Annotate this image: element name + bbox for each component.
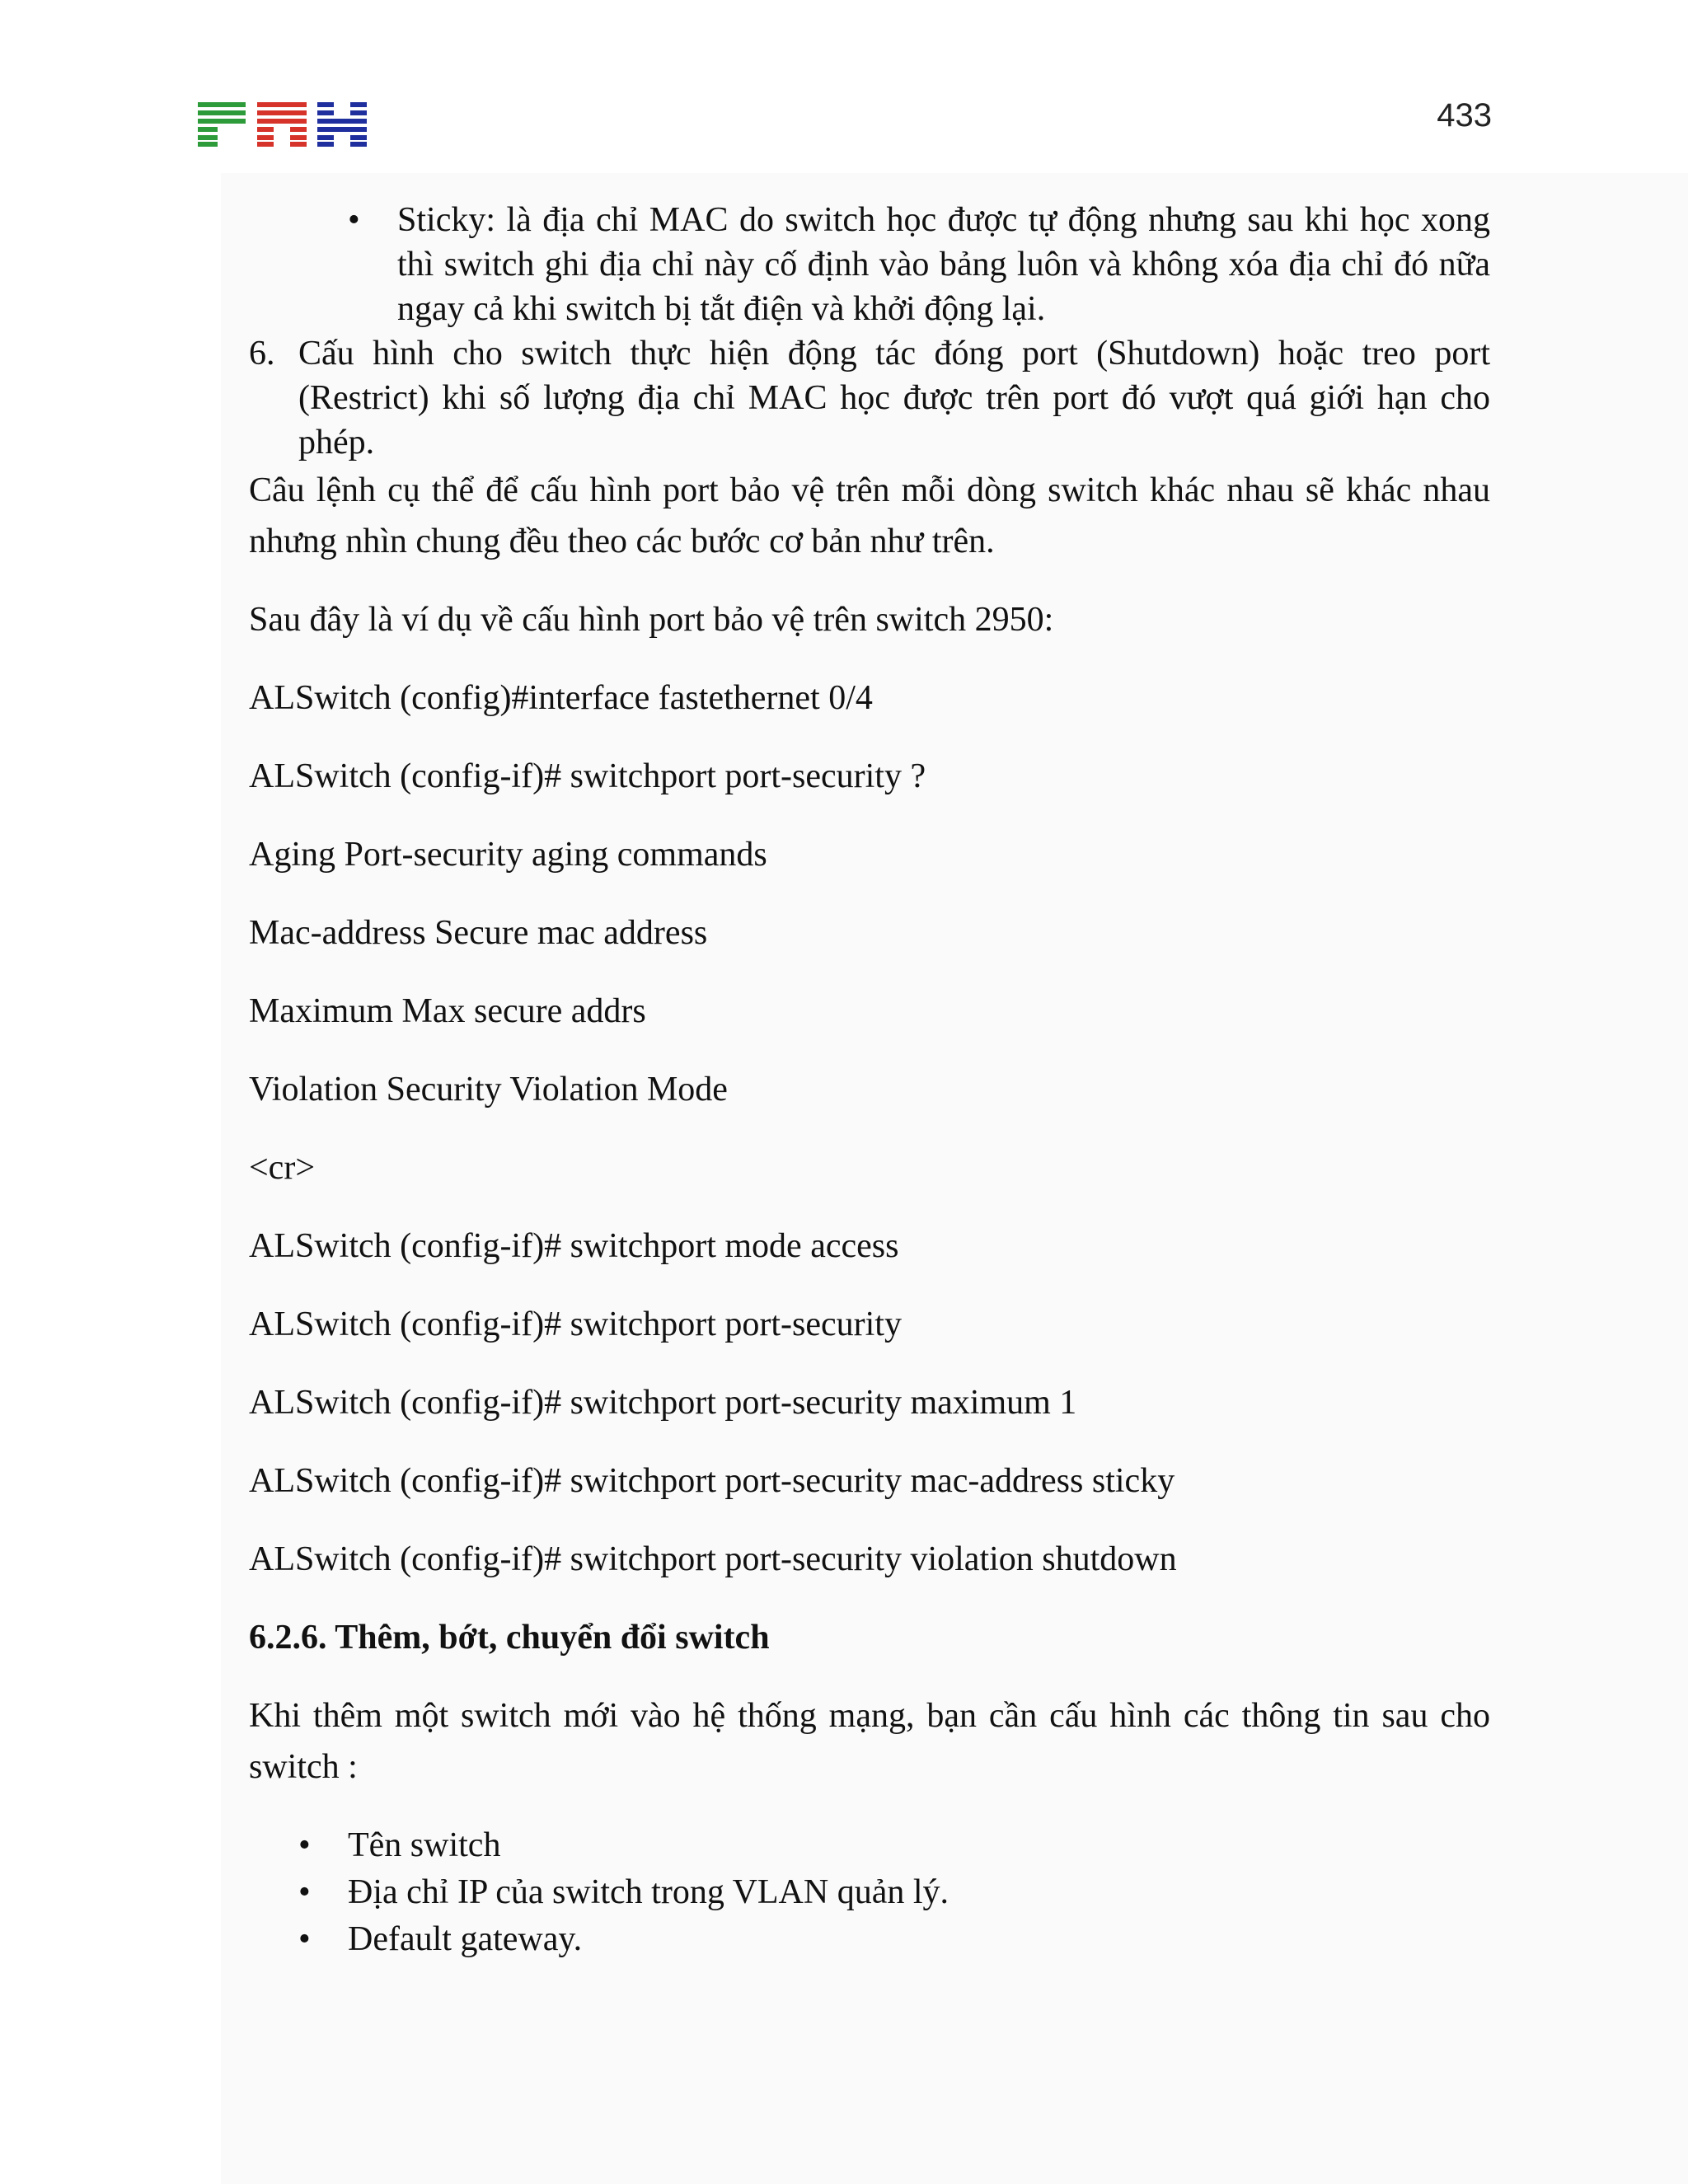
logo-letter-n <box>257 102 307 147</box>
pnh-logo <box>198 102 367 147</box>
command-line: ALSwitch (config-if)# switchport port-security maximum 1 <box>249 1384 1077 1422</box>
bullet-sticky-text: Sticky: là địa chỉ MAC do switch học được tự động nhưng sau khi học xong thì switch ghi địa chỉ này cố định vào bảng luôn và không xóa địa chỉ đó nữa ngay cả khi switch bị tắt điện và khởi động lại. <box>397 201 1490 328</box>
page-content <box>249 198 1490 1963</box>
command-line: Violation Security Violation Mode <box>249 1071 728 1108</box>
list-item-text: Địa chỉ IP của switch trong VLAN quản lý. <box>348 1873 950 1911</box>
step-6-text: Cấu hình cho switch thực hiện động tác đóng port (Shutdown) hoặc treo port (Restrict) khi số lượng địa chỉ MAC học được trên port đó vượt quá giới hạn cho phép. <box>298 335 1490 462</box>
list-item <box>249 1822 1490 1869</box>
config-list <box>249 1822 1490 1963</box>
bullet-icon: • <box>348 201 360 239</box>
page-number: 433 <box>1437 97 1492 134</box>
list-item-text: Default gateway. <box>348 1920 583 1958</box>
paragraph-commands-intro: Câu lệnh cụ thể để cấu hình port bảo vệ trên mỗi dòng switch khác nhau sẽ khác nhau nhưng nhìn chung đều theo các bước cơ bản như trên. <box>249 471 1490 560</box>
command-line: Maximum Max secure addrs <box>249 992 646 1030</box>
step-6 <box>249 331 1490 465</box>
bullet-icon: • <box>298 1873 311 1911</box>
command-line: ALSwitch (config-if)# switchport port-security ? <box>249 757 926 795</box>
list-item <box>249 1869 1490 1916</box>
command-line: ALSwitch (config-if)# switchport port-security mac-address sticky <box>249 1462 1175 1500</box>
logo-letter-p <box>198 102 246 147</box>
section-intro: Khi thêm một switch mới vào hệ thống mạng, bạn cần cấu hình các thông tin sau cho switch : <box>249 1697 1490 1786</box>
section-heading: 6.2.6. Thêm, bớt, chuyển đổi switch <box>249 1619 770 1657</box>
list-item-text: Tên switch <box>348 1826 501 1864</box>
bullet-sticky <box>249 198 1490 331</box>
command-line: Mac-address Secure mac address <box>249 914 708 952</box>
paragraph-example-intro: Sau đây là ví dụ về cấu hình port bảo vệ trên switch 2950: <box>249 601 1054 639</box>
command-line: ALSwitch (config-if)# switchport port-security <box>249 1305 902 1343</box>
step-number: 6. <box>249 335 275 373</box>
command-line: ALSwitch (config)#interface fastethernet 0/4 <box>249 679 873 717</box>
command-line: <cr> <box>249 1149 316 1187</box>
bullet-icon: • <box>298 1920 311 1958</box>
command-line: ALSwitch (config-if)# switchport port-security violation shutdown <box>249 1540 1177 1578</box>
command-line: ALSwitch (config-if)# switchport mode access <box>249 1227 899 1265</box>
logo-letter-h <box>317 102 367 147</box>
list-item <box>249 1916 1490 1963</box>
command-line: Aging Port-security aging commands <box>249 836 767 874</box>
bullet-icon: • <box>298 1826 311 1864</box>
